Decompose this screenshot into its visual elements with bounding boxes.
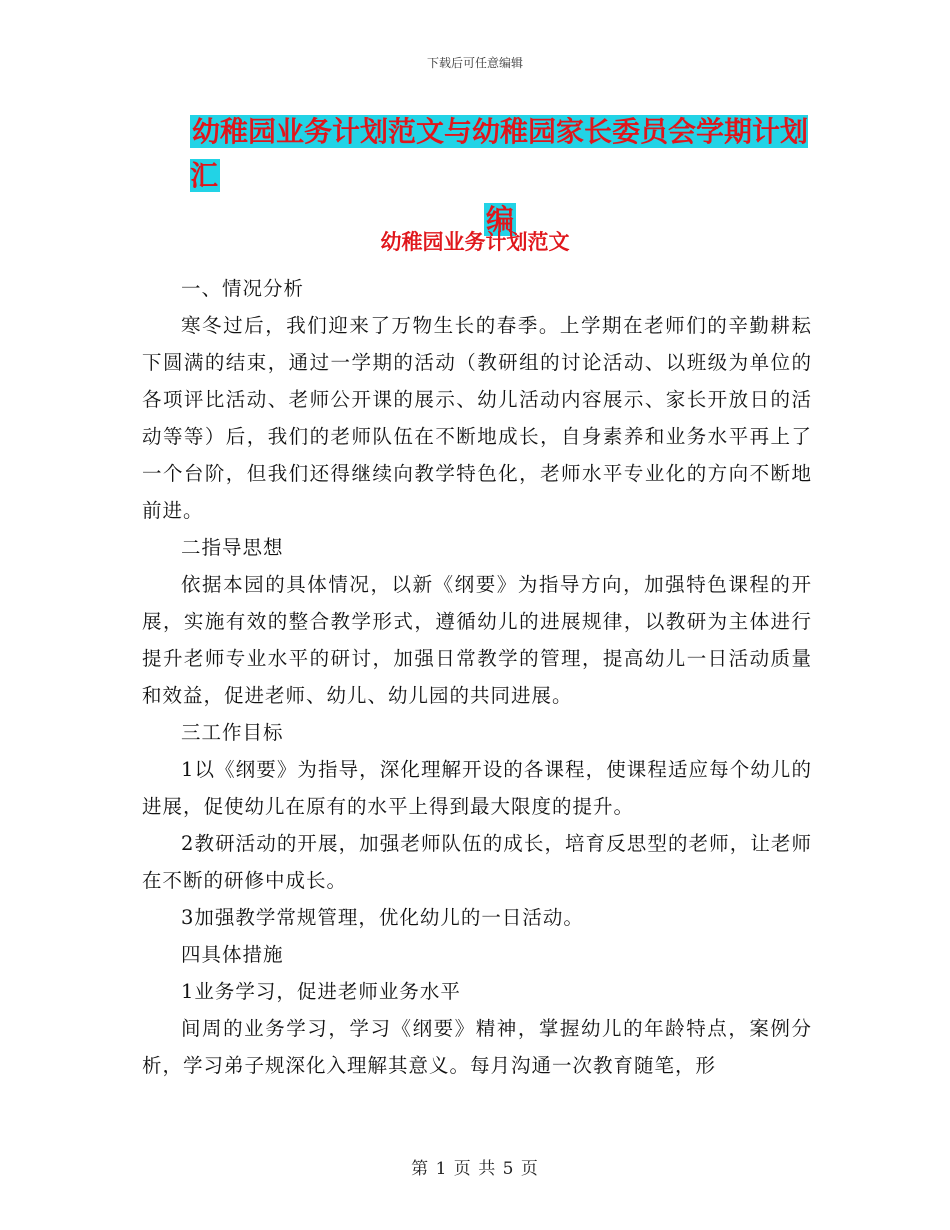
paragraph: 一、情况分析 xyxy=(181,277,305,300)
header-note: 下载后可任意编辑 xyxy=(426,56,523,70)
document-title-line1: 幼稚园业务计划范文与幼稚园家长委员会学期计划汇 xyxy=(190,115,809,192)
paragraph: 寒冬过后，我们迎来了万物生长的春季。上学期在老师们的辛勤耕耘下圆满的结束，通过一学期的活动（教研组的讨论活动、以班级为单位的各项评比活动、老师公开课的展示、幼儿活动内容展示、家长开放日的活动等等）后，我们的老师队伍在不断地成长，自身素养和业务水平再上了一个台阶，但我们还得继续向教学特色化，老师水平专业化的方向不断地前进。 xyxy=(142,314,812,522)
document-title-line2: 编 xyxy=(485,203,514,236)
document-body xyxy=(142,270,812,1084)
paragraph: 依据本园的具体情况，以新《纲要》为指导方向，加强特色课程的开展，实施有效的整合教学形式，遵循幼儿的进展规律，以教研为主体进行提升老师专业水平的研讨，加强日常教学的管理，提高幼儿一日活动质量和效益，促进老师、幼儿、幼儿园的共同进展。 xyxy=(142,573,812,707)
page-number-footer: 第 1 页 共 5 页 xyxy=(411,1159,539,1179)
paragraph: 三工作目标 xyxy=(181,721,284,744)
section-title: 幼稚园业务计划范文 xyxy=(380,229,570,254)
paragraph: 间周的业务学习，学习《纲要》精神，掌握幼儿的年龄特点，案例分析，学习弟子规深化入理解其意义。每月沟通一次教育随笔，形 xyxy=(142,1017,812,1077)
paragraph: 3加强教学常规管理，优化幼儿的一日活动。 xyxy=(181,906,584,929)
paragraph: 2教研活动的开展，加强老师队伍的成长，培育反思型的老师，让老师在不断的研修中成长。 xyxy=(142,832,812,892)
paragraph: 1业务学习，促进老师业务水平 xyxy=(181,980,461,1003)
document-title xyxy=(190,110,810,242)
paragraph: 二指导思想 xyxy=(181,536,284,559)
paragraph: 四具体措施 xyxy=(181,943,284,966)
paragraph: 1以《纲要》为指导，深化理解开设的各课程，使课程适应每个幼儿的进展，促使幼儿在原有的水平上得到最大限度的提升。 xyxy=(142,758,812,818)
